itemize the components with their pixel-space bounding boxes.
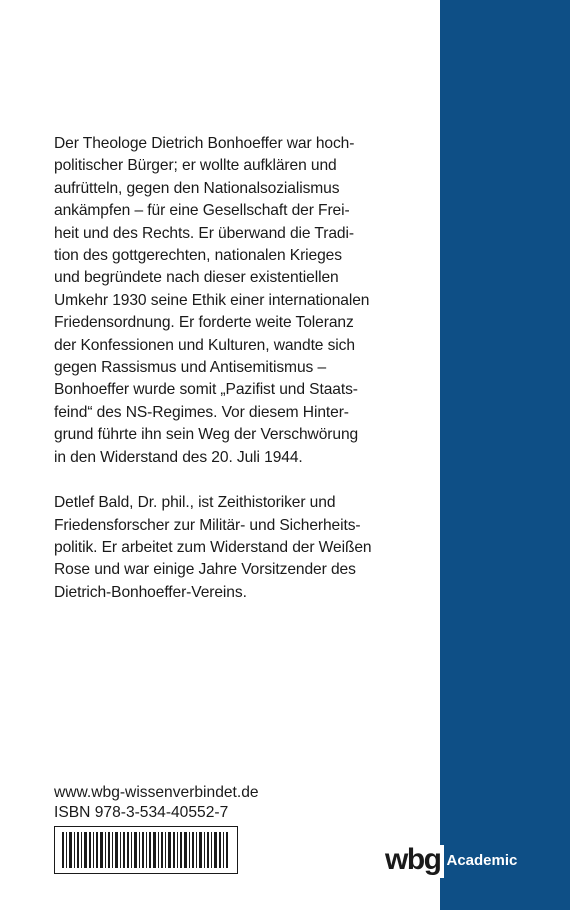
- author-line: Dietrich-Bonhoeffer-Vereins.: [54, 583, 247, 601]
- blurb-line: der Konfessionen und Kulturen, wandte sich: [54, 336, 355, 354]
- blurb-line: Bonhoeffer wurde somit „Pazifist und Staats-: [54, 381, 358, 399]
- blurb-line: Umkehr 1930 seine Ethik einer internationalen: [54, 291, 370, 309]
- blurb-paragraph-author: [54, 492, 394, 604]
- blurb-line: aufrütteln, gegen den Nationalsozialismus: [54, 179, 340, 197]
- blurb-line: grund führte ihn sein Weg der Verschwörung: [54, 426, 359, 444]
- author-line: politik. Er arbeitet zum Widerstand der Weißen: [54, 538, 372, 556]
- author-line: Friedensforscher zur Militär- und Sicherheits-: [54, 516, 361, 534]
- isbn-barcode: [54, 826, 238, 874]
- publisher-logo: [385, 838, 517, 878]
- publisher-website: www.wbg-wissenverbindet.de: [54, 784, 259, 801]
- imprint-label: Academic: [446, 852, 518, 869]
- blurb-paragraph-description: [54, 133, 394, 469]
- wbg-logo-mark: wbg: [385, 845, 444, 878]
- blue-color-band: [440, 0, 570, 910]
- author-line: Rose und war einige Jahre Vorsitzender des: [54, 561, 356, 579]
- blurb-line: heit und des Rechts. Er überwand die Tradi-: [54, 224, 354, 242]
- blurb-line: und begründete nach dieser existentiellen: [54, 269, 339, 287]
- blurb-line: Friedensordnung. Er forderte weite Toleranz: [54, 314, 354, 332]
- blurb-line: gegen Rassismus und Antisemitismus –: [54, 359, 327, 377]
- blurb-line: ankämpfen – für eine Gesellschaft der Frei-: [54, 202, 350, 220]
- blurb-line: Der Theologe Dietrich Bonhoeffer war hoch-: [54, 135, 355, 152]
- publication-info: [54, 783, 259, 823]
- author-line: Detlef Bald, Dr. phil., ist Zeithistoriker und: [54, 494, 336, 512]
- blurb-text: [54, 133, 394, 627]
- blurb-line: feind“ des NS-Regimes. Vor diesem Hinter-: [54, 403, 349, 421]
- blurb-line: tion des gottgerechten, nationalen Krieges: [54, 247, 342, 265]
- blurb-line: politischer Bürger; er wollte aufklären und: [54, 157, 337, 175]
- blurb-line: in den Widerstand des 20. Juli 1944.: [54, 448, 303, 466]
- isbn-number: ISBN 978-3-534-40552-7: [54, 804, 229, 821]
- barcode-bars: [62, 832, 230, 868]
